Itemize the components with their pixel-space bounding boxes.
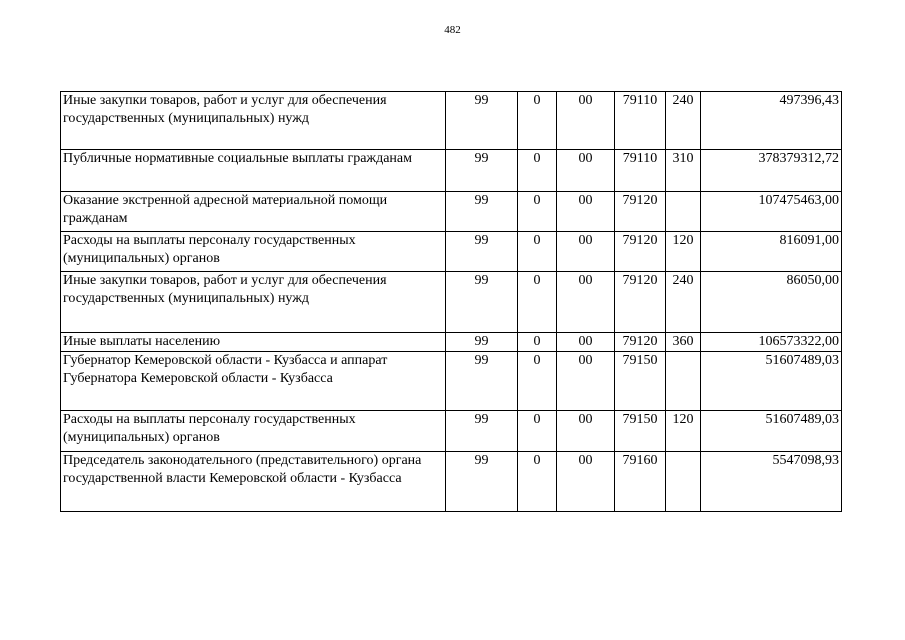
row-name: Иные закупки товаров, работ и услуг для обеспечения государственных (муниципальных) нужд <box>61 92 446 150</box>
row-code-1: 99 <box>446 452 518 512</box>
row-code-2: 0 <box>518 452 557 512</box>
row-amount: 51607489,03 <box>701 352 842 411</box>
row-code-1: 99 <box>446 232 518 272</box>
row-amount: 51607489,03 <box>701 411 842 452</box>
row-code-5 <box>666 192 701 232</box>
row-code-4: 79120 <box>615 192 666 232</box>
row-amount: 106573322,00 <box>701 333 842 352</box>
page-number: 482 <box>444 24 461 36</box>
row-code-5: 120 <box>666 232 701 272</box>
row-amount: 5547098,93 <box>701 452 842 512</box>
row-code-3: 00 <box>557 452 615 512</box>
row-code-4: 79120 <box>615 333 666 352</box>
row-code-1: 99 <box>446 333 518 352</box>
row-code-4: 79160 <box>615 452 666 512</box>
row-code-5 <box>666 452 701 512</box>
row-code-5 <box>666 352 701 411</box>
row-code-1: 99 <box>446 150 518 192</box>
row-code-1: 99 <box>446 272 518 333</box>
row-code-4: 79150 <box>615 352 666 411</box>
row-code-5: 240 <box>666 272 701 333</box>
row-name: Расходы на выплаты персоналу государственных (муниципальных) органов <box>61 411 446 452</box>
row-code-3: 00 <box>557 92 615 150</box>
row-code-2: 0 <box>518 411 557 452</box>
row-code-5: 310 <box>666 150 701 192</box>
table-row <box>61 411 842 452</box>
row-code-3: 00 <box>557 272 615 333</box>
row-name: Иные выплаты населению <box>61 333 446 352</box>
row-code-5: 360 <box>666 333 701 352</box>
table-row <box>61 232 842 272</box>
budget-table <box>60 91 842 512</box>
table-row <box>61 192 842 232</box>
row-code-4: 79120 <box>615 272 666 333</box>
row-code-1: 99 <box>446 92 518 150</box>
row-code-1: 99 <box>446 411 518 452</box>
row-amount: 497396,43 <box>701 92 842 150</box>
row-name: Публичные нормативные социальные выплаты гражданам <box>61 150 446 192</box>
row-code-4: 79110 <box>615 150 666 192</box>
row-name: Губернатор Кемеровской области - Кузбасса и аппарат Губернатора Кемеровской области - Кузбасса <box>61 352 446 411</box>
row-code-3: 00 <box>557 232 615 272</box>
row-code-5: 240 <box>666 92 701 150</box>
table-row <box>61 352 842 411</box>
row-code-3: 00 <box>557 352 615 411</box>
row-code-1: 99 <box>446 192 518 232</box>
row-code-4: 79150 <box>615 411 666 452</box>
row-name: Оказание экстренной адресной материальной помощи гражданам <box>61 192 446 232</box>
row-code-3: 00 <box>557 150 615 192</box>
row-code-3: 00 <box>557 192 615 232</box>
row-amount: 378379312,72 <box>701 150 842 192</box>
row-name: Иные закупки товаров, работ и услуг для обеспечения государственных (муниципальных) нужд <box>61 272 446 333</box>
row-code-2: 0 <box>518 272 557 333</box>
row-code-5: 120 <box>666 411 701 452</box>
row-code-2: 0 <box>518 92 557 150</box>
row-code-2: 0 <box>518 232 557 272</box>
row-code-2: 0 <box>518 333 557 352</box>
row-name: Председатель законодательного (представительного) органа государственной власти Кемеровской области - Кузбасса <box>61 452 446 512</box>
table-row <box>61 272 842 333</box>
row-amount: 816091,00 <box>701 232 842 272</box>
row-name: Расходы на выплаты персоналу государственных (муниципальных) органов <box>61 232 446 272</box>
row-code-2: 0 <box>518 192 557 232</box>
row-code-3: 00 <box>557 411 615 452</box>
row-amount: 107475463,00 <box>701 192 842 232</box>
row-amount: 86050,00 <box>701 272 842 333</box>
row-code-2: 0 <box>518 150 557 192</box>
table-row <box>61 92 842 150</box>
table-row <box>61 150 842 192</box>
row-code-3: 00 <box>557 333 615 352</box>
row-code-2: 0 <box>518 352 557 411</box>
table-row <box>61 452 842 512</box>
row-code-1: 99 <box>446 352 518 411</box>
row-code-4: 79110 <box>615 92 666 150</box>
table-row <box>61 333 842 352</box>
row-code-4: 79120 <box>615 232 666 272</box>
